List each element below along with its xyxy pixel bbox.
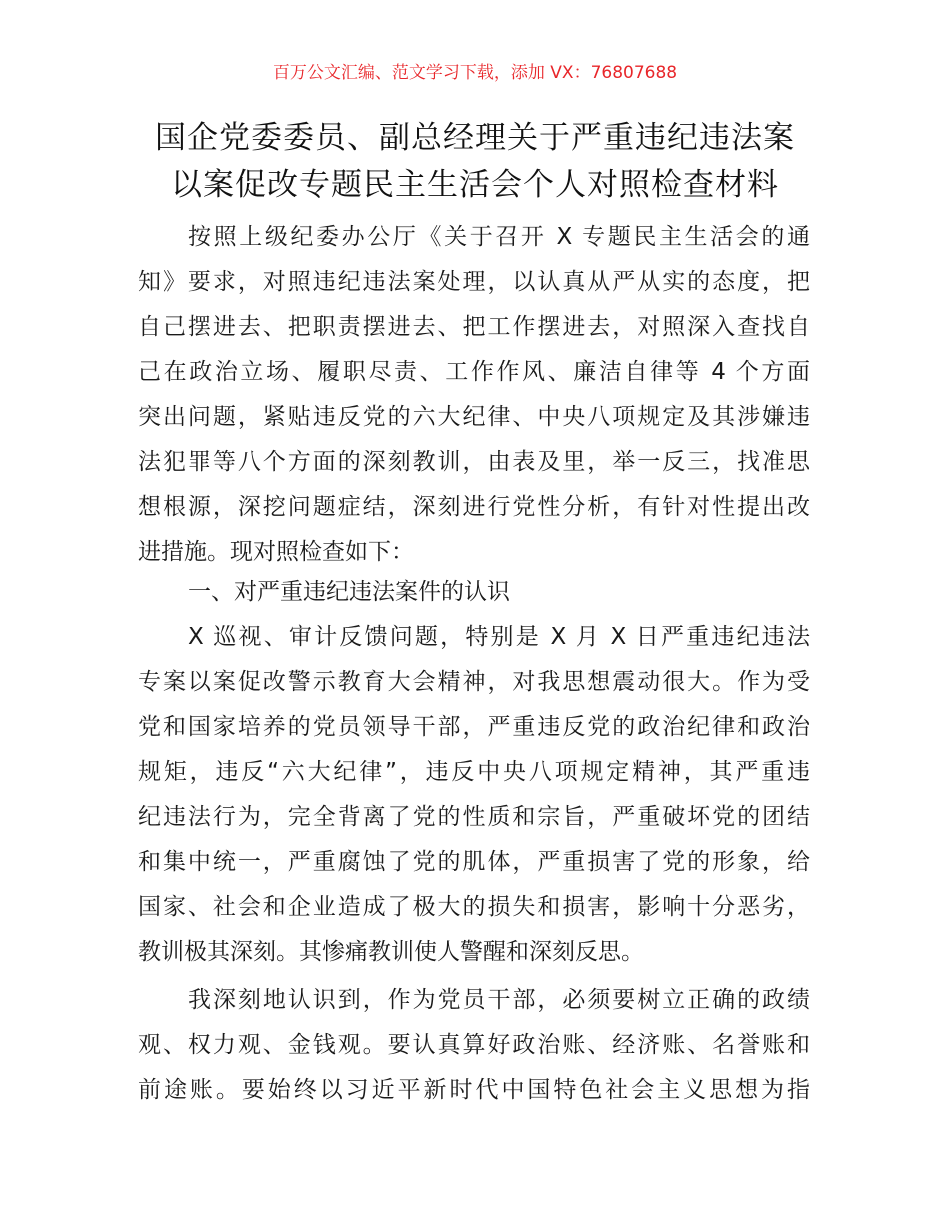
paragraph-line: 按照上级纪委办公厅《关于召开 X 专题民主生活会的通	[188, 224, 810, 250]
paragraph-line: 前途账。要始终以习近平新时代中国特色社会主义思想为指	[138, 1077, 810, 1103]
paragraph-line: 突出问题，紧贴违反党的六大纪律、中央八项规定及其涉嫌违	[138, 404, 810, 430]
paragraph-line: 想根源，深挖问题症结，深刻进行党性分析，有针对性提出改	[138, 494, 810, 520]
document-title-line-2: 以案促改专题民主生活会个人对照检查材料	[171, 167, 779, 203]
watermark: 百万公文汇编、范文学习下载，添加 VX：76807688	[272, 63, 678, 83]
paragraph-line: 自己摆进去、把职责摆进去、把工作摆进去，对照深入查找自	[138, 314, 810, 340]
document-title-line-1: 国企党委委员、副总经理关于严重违纪违法案	[155, 120, 795, 156]
paragraph-line: 己在政治立场、履职尽责、工作作风、廉洁自律等 4 个方面	[138, 359, 810, 385]
paragraph-line: 专案以案促改警示教育大会精神，对我思想震动很大。作为受	[138, 669, 810, 695]
paragraph-line: 和集中统一，严重腐蚀了党的肌体，严重损害了党的形象，给	[138, 849, 810, 875]
paragraph-line: 我深刻地认识到，作为党员干部，必须要树立正确的政绩	[188, 987, 810, 1013]
paragraph-line: 国家、社会和企业造成了极大的损失和损害，影响十分恶劣，	[138, 894, 810, 920]
paragraph-line: 观、权力观、金钱观。要认真算好政治账、经济账、名誉账和	[138, 1032, 810, 1058]
paragraph-line: 进措施。现对照检查如下：	[138, 539, 414, 565]
paragraph-line: X 巡视、审计反馈问题，特别是 X 月 X 日严重违纪违法	[188, 624, 810, 650]
paragraph-line: 规矩，违反“六大纪律”，违反中央八项规定精神，其严重违	[138, 759, 810, 785]
paragraph-line: 党和国家培养的党员领导干部，严重违反党的政治纪律和政治	[138, 714, 810, 740]
section-heading: 一、对严重违纪违法案件的认识	[188, 579, 510, 605]
paragraph-line: 纪违法行为，完全背离了党的性质和宗旨，严重破坏党的团结	[138, 804, 810, 830]
paragraph-line: 法犯罪等八个方面的深刻教训，由表及里，举一反三，找准思	[138, 449, 810, 475]
paragraph-line: 教训极其深刻。其惨痛教训使人警醒和深刻反思。	[138, 939, 644, 965]
paragraph-line: 知》要求，对照违纪违法案处理，以认真从严从实的态度，把	[138, 269, 810, 295]
